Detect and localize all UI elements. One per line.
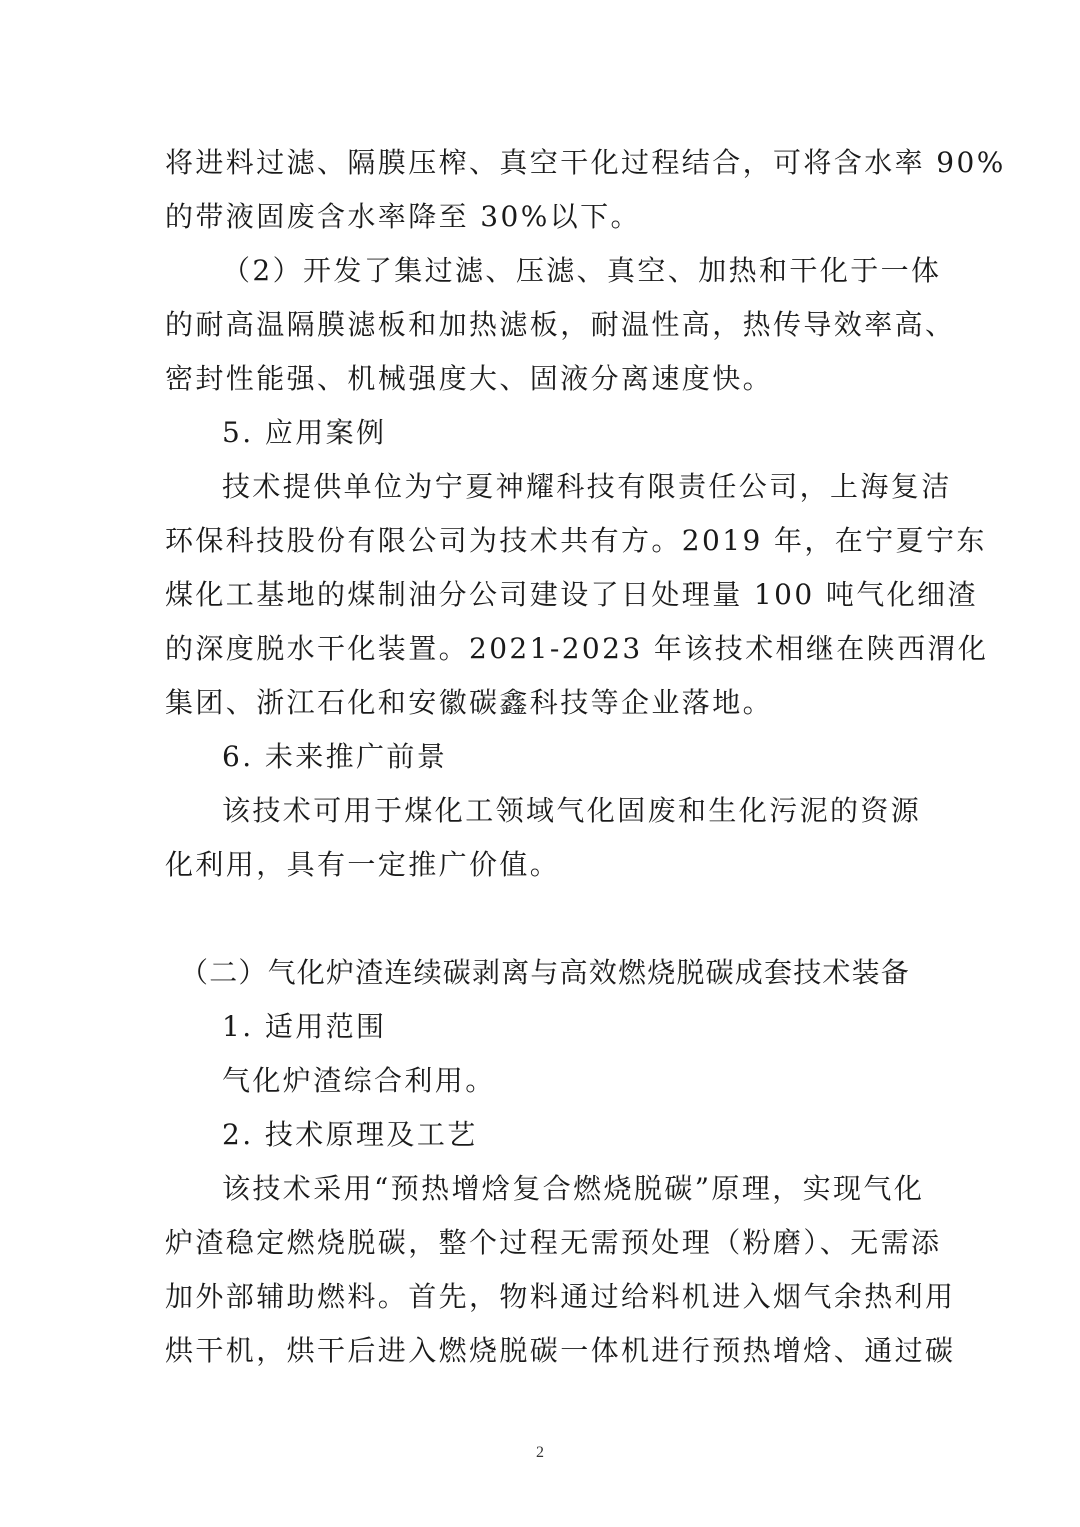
paragraph-line: 技术提供单位为宁夏神耀科技有限责任公司，上海复洁 (222, 470, 952, 503)
paragraph-line: （2）开发了集过滤、压滤、真空、加热和干化于一体 (222, 254, 942, 287)
section-heading: 2. 技术原理及工艺 (222, 1118, 478, 1151)
paragraph-line: 烘干机，烘干后进入燃烧脱碳一体机进行预热增焓、通过碳 (165, 1334, 956, 1367)
paragraph-line: 该技术采用“预热增焓复合燃烧脱碳”原理，实现气化 (222, 1172, 925, 1205)
section-title: （二）气化炉渣连续碳剥离与高效燃烧脱碳成套技术装备 (180, 956, 911, 989)
paragraph-line: 的深度脱水干化装置。2021-2023 年该技术相继在陕西渭化 (165, 632, 989, 665)
paragraph-line: 环保科技股份有限公司为技术共有方。2019 年，在宁夏宁东 (165, 524, 987, 557)
paragraph-line: 将进料过滤、隔膜压榨、真空干化过程结合，可将含水率 90% (165, 146, 1006, 179)
paragraph-line: 炉渣稳定燃烧脱碳，整个过程无需预处理（粉磨）、无需添 (165, 1226, 942, 1259)
paragraph-line: 该技术可用于煤化工领域气化固废和生化污泥的资源 (222, 794, 922, 827)
section-heading: 1. 适用范围 (222, 1010, 387, 1043)
paragraph-line: 化利用，具有一定推广价值。 (165, 848, 561, 881)
paragraph-line: 的带液固废含水率降至 30%以下。 (165, 200, 641, 233)
section-heading: 5. 应用案例 (222, 416, 387, 449)
section-heading: 6. 未来推广前景 (222, 740, 448, 773)
paragraph-line: 密封性能强、机械强度大、固液分离速度快。 (165, 362, 774, 395)
paragraph-line: 煤化工基地的煤制油分公司建设了日处理量 100 吨气化细渣 (165, 578, 978, 611)
paragraph-line: 加外部辅助燃料。首先，物料通过给料机进入烟气余热利用 (165, 1280, 956, 1313)
paragraph-line: 的耐高温隔膜滤板和加热滤板，耐温性高，热传导效率高、 (165, 308, 956, 341)
page-number: 2 (536, 1444, 544, 1461)
paragraph-line: 气化炉渣综合利用。 (222, 1064, 496, 1097)
paragraph-line: 集团、浙江石化和安徽碳鑫科技等企业落地。 (165, 686, 774, 719)
